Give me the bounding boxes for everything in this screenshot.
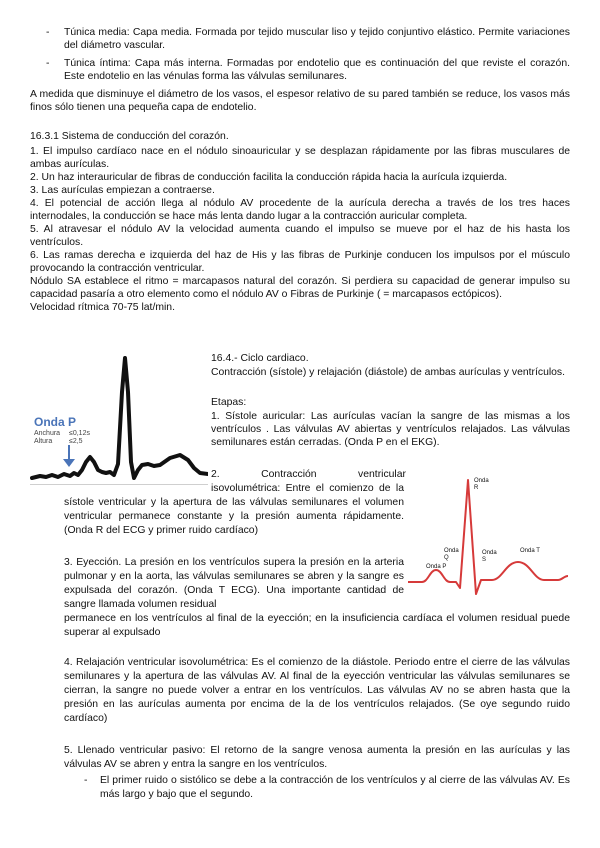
conduction-step: 2. Un haz interauricular de fibras de conducción facilita la conducción rápida hacia la aurícula izquierda.	[30, 172, 508, 183]
label-onda-r-word: Onda	[474, 478, 489, 484]
bullet-marker: -	[46, 27, 50, 38]
label-onda-t: Onda T	[520, 548, 540, 554]
onda-p-height-value: ≤2,5	[69, 438, 83, 445]
pacemaker-note: Nódulo SA establece el ritmo = marcapasos natural del corazón. Si perdiera su capacidad de generar impulso su capacidad pasaría a otro elemento como el nódulo AV o Fibras de Purkinje ( = marcapasos ectópicos).	[30, 276, 570, 300]
onda-p-width-label: Anchura	[34, 430, 61, 437]
stage-1-text: 1. Sístole auricular: Las aurículas vacían la sangre de las mismas a los ventrículos . Las válvulas AV abiertas y ventrículos relajados. Las válvulas semilunares están cerradas. (Onda P en el EKG).	[211, 411, 570, 448]
conduction-step: 4. El potencial de acción llega al nódulo AV procedente de la aurícula derecha a través de los tres haces internodales, la conducción se hace más lenta dando lugar a la contracción auricular completa.	[30, 198, 570, 222]
stage-4-text: 4. Relajación ventricular isovolumétrica: Es el comienzo de la diástole. Periodo entre el cierre de las válvulas semilunares y la apertura de las válvulas AV. Al final de la eyección ventricular las válvulas semilunares se cierran, la sangre no puede volver a entrar en los ventrículos. Las válvulas AV no se abren hasta que la presión en las aurículas aumenta por encima de la de los ventrículos relajados. (Se oye segundo ruido cardíaco)	[64, 657, 570, 724]
stage-3-continuation: permanece en los ventrículos al final de la eyección; en la insuficiencia cardíaca el volumen residual puede superar al expulsado	[64, 613, 570, 638]
cycle-intro: Contracción (sístole) y relajación (diástole) de ambas aurículas y ventrículos.	[211, 367, 566, 378]
stage-2-lead: 2. Contracción ventricular	[211, 469, 406, 480]
label-onda-s-word: Onda	[482, 550, 497, 556]
ecg-waveform-figure	[408, 470, 570, 604]
ecg-trace-red	[408, 470, 570, 604]
conduction-step: 5. Al atravesar el nódulo AV la velocidad aumenta cuando el impulso se mueve por el haz de his hasta los ventrículos.	[30, 224, 570, 248]
arrow-down-icon	[62, 444, 76, 468]
ekg-figure-onda-p	[30, 352, 208, 485]
bullet-marker: -	[46, 58, 50, 69]
conduction-step: 3. Las aurículas empiezan a contraerse.	[30, 185, 215, 196]
onda-p-title: Onda P	[34, 415, 77, 429]
conduction-step: 6. Las ramas derecha e izquierda del haz de His y las fibras de Purkinje conducen los impulsos por el músculo provocando la contracción ventricular.	[30, 250, 570, 274]
conduction-steps	[30, 145, 570, 314]
list-item-tunica-intima: Túnica íntima: Capa más interna. Formadas por endotelio que es continuación del que reviste el corazón. Este endotelio en las vénulas forma las válvulas semilunares.	[64, 58, 570, 82]
stage-5-text: 5. Llenado ventricular pasivo: El retorno de la sangre venosa aumenta la presión en las aurículas y las válvulas AV se abren y entra la sangre en los ventrículos.	[64, 745, 570, 770]
label-onda-q	[444, 548, 459, 562]
stage-5-bullet: El primer ruido o sistólico se debe a la contracción de los ventrículos y al cierre de las válvulas AV. Es más largo y bajo que el segundo.	[100, 775, 570, 800]
label-onda-q-word: Onda	[444, 548, 459, 554]
conduction-step: 1. El impulso cardíaco nace en el nódulo sinoauricular y se desplazan rápidamente por las fibras musculares de ambas aurículas.	[30, 146, 570, 170]
bullet-marker: -	[84, 775, 88, 786]
label-onda-r	[474, 478, 489, 492]
label-onda-r-letter: R	[474, 485, 479, 491]
heart-rate-note: Velocidad rítmica 70-75 lat/min.	[30, 302, 175, 313]
stages-label: Etapas:	[211, 397, 247, 408]
onda-p-width-value: ≤0,12s	[69, 430, 90, 437]
label-onda-q-letter: Q	[444, 555, 449, 561]
paragraph-vessel-diameter: A medida que disminuye el diámetro de los vasos, el espesor relativo de su pared también se reduce, los vasos más finos sólo tienen una pequeña capa de endotelio.	[30, 89, 570, 113]
stage-3-text: 3. Eyección. La presión en los ventrículos supera la presión en la arteria pulmonar y en la aorta, las válvulas semilunares se abren y la sangre es expulsada del corazón. (Onda T ECG). Una importante cantidad de sangre llamada volumen residual	[64, 557, 404, 610]
stage-2-text: isovolumétrica: Entre el comienzo de la sístole ventricular y la apertura de las válvulas semilunares el volumen ventricular permanece constante y la presión aumenta rápidamente. (Onda R del ECG y primer ruido cardíaco)	[64, 483, 404, 536]
label-onda-s	[482, 550, 497, 564]
section-heading-conduction: 16.3.1 Sistema de conducción del corazón.	[30, 131, 229, 142]
onda-p-height-label: Altura	[34, 438, 53, 445]
label-onda-p: Onda P	[426, 564, 447, 570]
label-onda-s-letter: S	[482, 557, 487, 563]
list-item-tunica-media: Túnica media: Capa media. Formada por tejido muscular liso y tejido conjuntivo elástico. Permite variaciones del diámetro vascular.	[64, 27, 570, 51]
section-heading-cycle: 16.4.- Ciclo cardiaco.	[211, 353, 309, 364]
